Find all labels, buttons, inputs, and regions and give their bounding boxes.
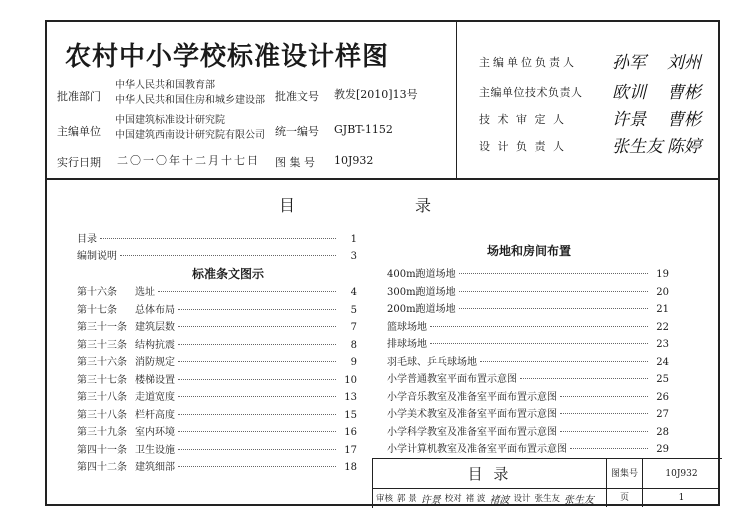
leader-dots (560, 413, 648, 414)
toc-entry[interactable] (387, 283, 669, 299)
toc-entry-page: 13 (344, 392, 357, 403)
toc-entry[interactable] (77, 388, 357, 404)
toc-entry[interactable] (77, 371, 357, 387)
check-name: 褚 波 (465, 494, 486, 504)
leader-dots (100, 238, 336, 239)
toc-entry-name: 300m跑道场地 (387, 286, 456, 298)
leader-dots (178, 431, 336, 432)
leader-dots (158, 291, 336, 292)
toc-entry-page: 15 (344, 409, 357, 421)
leader-dots (178, 309, 336, 310)
toc-entry-page: 19 (656, 269, 669, 280)
toc-entry[interactable] (77, 353, 357, 369)
toc-entry-name: 栏杆高度 (135, 409, 175, 421)
code-value: GJBT-1152 (334, 123, 393, 136)
toc-entry-article: 第三十八条 (77, 392, 127, 403)
toc-entry-page: 18 (344, 462, 357, 473)
signoff-row (373, 489, 607, 507)
leader-dots (178, 396, 336, 397)
toc-entry-name: 小学科学教室及准备室平面布置示意图 (387, 426, 557, 438)
toc-entry-page: 3 (350, 251, 357, 262)
toc-entry[interactable] (387, 370, 669, 386)
toc-entry[interactable] (387, 300, 669, 316)
signature: 孙军 (612, 53, 646, 73)
toc-entry-page: 9 (350, 357, 357, 368)
date-value: 二〇一〇年十二月十七日 (117, 154, 260, 167)
drawing-frame (45, 20, 720, 506)
toc-entry-article: 第三十三条 (77, 339, 127, 351)
toc-entry-page: 5 (350, 304, 357, 316)
toc-entry[interactable] (387, 423, 669, 439)
toc-entry[interactable] (77, 230, 357, 246)
dept-value-1: 中华人民共和国教育部 (115, 80, 215, 91)
title-block-atlas-label: 图集号 (607, 459, 643, 489)
leader-dots (520, 378, 648, 379)
toc-entry-name: 小学美术教室及准备室平面布置示意图 (387, 409, 557, 420)
toc-entry-page: 10 (344, 374, 357, 386)
title-block-page-value: 1 (678, 493, 685, 503)
toc-entry-name: 400m跑道场地 (387, 269, 456, 280)
title-block-title: 目 录 (373, 459, 607, 489)
section-title-standards: 标准条文图示 (192, 267, 265, 281)
toc-entry-page: 16 (344, 427, 357, 438)
chief-label: 主编单位 (57, 125, 101, 138)
review-name: 郭 景 (397, 494, 417, 504)
role-label-chief-unit: 主编单位负责人 (479, 56, 577, 69)
title-block (372, 458, 722, 508)
toc-entry-article: 第三十九条 (77, 427, 127, 438)
design-signature: 张生友 (563, 494, 594, 506)
dept-label: 批准部门 (57, 90, 101, 103)
leader-dots (459, 291, 648, 292)
toc-entry-page: 29 (656, 444, 669, 455)
toc-entry[interactable] (387, 405, 669, 421)
toc-entry-name: 总体布局 (135, 304, 175, 316)
leader-dots (430, 343, 648, 344)
toc-entry-name: 选址 (135, 287, 155, 298)
toc-entry-name: 室内环境 (135, 427, 175, 438)
design-name: 张生友 (534, 494, 560, 504)
toc-entry-name: 小学普通教室平面布置示意图 (387, 374, 517, 385)
leader-dots (570, 448, 648, 449)
leader-dots (178, 449, 336, 450)
signature: 刘州 (667, 53, 701, 73)
title-block-page-label: 页 (607, 489, 643, 507)
leader-dots (480, 361, 648, 362)
header-signature-panel (457, 22, 718, 178)
toc-entry-article: 第三十七条 (77, 374, 127, 386)
title-block-atlas-value: 10J932 (643, 459, 720, 489)
toc-entry[interactable] (77, 423, 357, 439)
toc-entry-page: 28 (656, 426, 669, 438)
toc-entry[interactable] (77, 301, 357, 317)
toc-entry-article: 第十七条 (77, 304, 117, 316)
toc-entry-page: 20 (656, 286, 669, 298)
review-label: 审核 (376, 494, 394, 504)
doc-no-value: 教发[2010]13号 (334, 88, 418, 101)
leader-dots (178, 361, 336, 362)
signature: 许景 (612, 110, 646, 130)
toc-entry[interactable] (387, 335, 669, 351)
chief-value-2: 中国建筑西南设计研究院有限公司 (115, 130, 265, 141)
leader-dots (178, 344, 336, 345)
review-signature: 许景 (420, 494, 441, 506)
toc-entry-name: 消防规定 (135, 357, 175, 368)
toc-entry-page: 24 (656, 356, 669, 368)
toc-entry-name: 小学计算机教室及准备室平面布置示意图 (387, 444, 567, 455)
toc-entry-page: 1 (350, 234, 357, 245)
toc-entry-page: 23 (656, 339, 669, 350)
toc-entry-name: 楼梯设置 (135, 374, 175, 386)
toc-entry[interactable] (77, 318, 357, 334)
role-label-tech-lead: 主编单位技术负责人 (479, 86, 583, 99)
toc-entry-page: 22 (656, 321, 669, 333)
toc-entry-page: 7 (350, 322, 357, 333)
check-label: 校对 (444, 494, 462, 504)
toc-entry-name: 结构抗震 (135, 339, 175, 351)
toc-entry-page: 8 (350, 339, 357, 351)
chief-value-1: 中国建筑标准设计研究院 (115, 115, 225, 126)
atlas-value: 10J932 (334, 154, 374, 167)
toc-entry-name: 篮球场地 (387, 321, 427, 333)
leader-dots (178, 326, 336, 327)
toc-entry-article: 第三十一条 (77, 322, 127, 333)
toc-entry-page: 25 (656, 374, 669, 385)
toc-entry-article: 第四十一条 (77, 444, 127, 456)
dept-value-2: 中华人民共和国住房和城乡建设部 (115, 95, 265, 106)
toc-entry-article: 第三十六条 (77, 357, 127, 368)
signature: 曹彬 (667, 110, 701, 130)
toc-entry[interactable] (387, 318, 669, 334)
design-label: 设计 (513, 494, 531, 504)
toc-entry-page: 27 (656, 409, 669, 420)
toc-entry[interactable] (387, 388, 669, 404)
main-title: 农村中小学校标准设计样图 (65, 42, 390, 72)
toc-entry-page: 26 (656, 391, 669, 403)
leader-dots (178, 379, 336, 380)
toc-entry[interactable] (387, 353, 669, 369)
header-info-panel (47, 22, 457, 178)
toc-entry[interactable] (77, 441, 357, 457)
toc-entry-name: 200m跑道场地 (387, 304, 456, 315)
toc-entry-name: 排球场地 (387, 339, 427, 350)
date-label: 实行日期 (57, 156, 101, 169)
toc-entry-name: 走道宽度 (135, 392, 175, 403)
doc-no-label: 批准文号 (275, 90, 319, 103)
signature: 陈婷 (667, 137, 701, 157)
leader-dots (560, 396, 648, 397)
toc-entry-article: 第十六条 (77, 287, 117, 298)
toc-entry-name: 目录 (77, 234, 97, 245)
leader-dots (120, 255, 336, 256)
signature: 曹彬 (667, 83, 701, 103)
leader-dots (459, 273, 648, 274)
header-block (47, 22, 718, 180)
leader-dots (459, 308, 648, 309)
toc-entry[interactable] (77, 458, 357, 474)
leader-dots (178, 414, 336, 415)
toc-entry[interactable] (387, 265, 669, 281)
leader-dots (430, 326, 648, 327)
leader-dots (560, 431, 648, 432)
signature: 张生友 (612, 137, 663, 157)
toc-entry[interactable] (77, 336, 357, 352)
toc-entry-name: 小学音乐教室及准备室平面布置示意图 (387, 391, 557, 403)
toc-entry-article: 第四十二条 (77, 462, 127, 473)
toc-entry-page: 21 (656, 304, 669, 315)
leader-dots (178, 466, 336, 467)
toc-entry[interactable] (77, 406, 357, 422)
toc-entry-name: 建筑层数 (135, 322, 175, 333)
check-signature: 褚波 (489, 494, 510, 506)
toc-entry[interactable] (387, 440, 669, 456)
toc-entry-article: 第三十八条 (77, 409, 127, 421)
toc-heading-char-2: 录 (415, 196, 434, 215)
role-label-designer: 设 计 负 责 人 (479, 140, 566, 153)
toc-entry-page: 17 (344, 444, 357, 456)
toc-entry-name: 羽毛球、乒乓球场地 (387, 356, 477, 368)
code-label: 统一编号 (275, 125, 319, 138)
toc-entry-name: 卫生设施 (135, 444, 175, 456)
toc-entry-name: 编制说明 (77, 251, 117, 262)
toc-heading-char-1: 目 (279, 196, 298, 215)
toc-entry[interactable] (77, 247, 357, 263)
atlas-label: 图 集 号 (275, 156, 315, 169)
toc-entry-name: 建筑细部 (135, 462, 175, 473)
toc-entry-page: 4 (350, 287, 357, 298)
toc-entry[interactable] (77, 283, 357, 299)
section-title-sites: 场地和房间布置 (487, 244, 572, 258)
signature: 欧训 (612, 83, 646, 103)
role-label-reviewer: 技 术 审 定 人 (479, 113, 566, 126)
